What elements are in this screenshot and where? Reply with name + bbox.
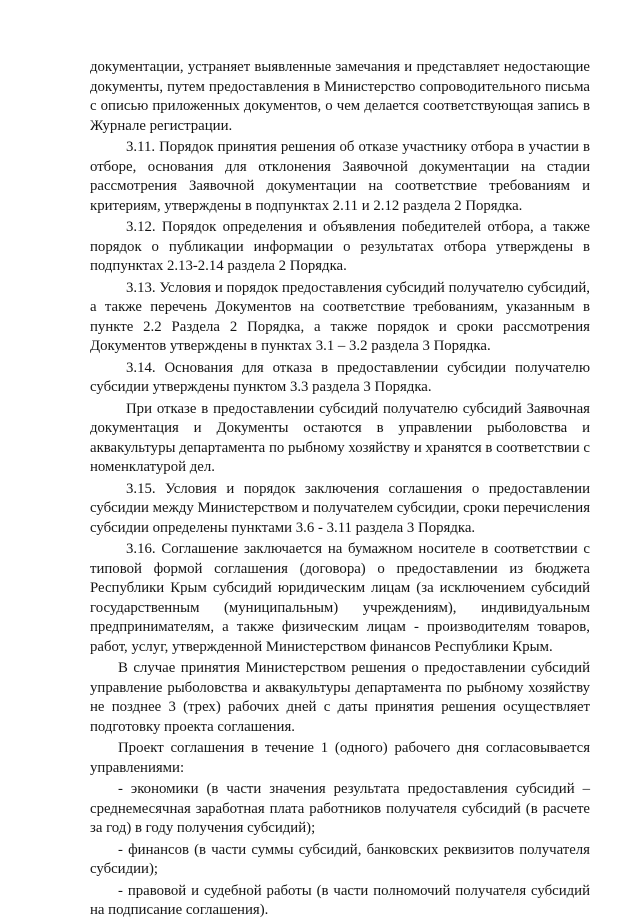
paragraph-3-12: 3.12. Порядок определения и объявления победителей отбора, а также порядок о публикации информации о результатах отбора утверждены в подпунктах 2.13-2.14 раздела 2 Порядка. [90,219,590,274]
paragraph-continuation: документации, устраняет выявленные замечания и представляет недостающие документы, путем предоставления в Министерство сопроводительного письма с описью приложенных документов, о чем делается соответствующая запись в Журнале регистрации. [90,59,590,134]
paragraph-3-13: 3.13. Условия и порядок предоставления субсидий получателю субсидий, а также перечень Документов на соответствие требованиям, указанным в пункте 2.2 Раздела 2 Порядка, а также порядок и сроки рассмотрения Документов утверждены в пунктах 3.1 – 3.2 раздела 3 Порядка. [90,279,590,354]
list-item-legal: - правовой и судебной работы (в части полномочий получателя субсидий на подписание соглашения). [90,882,590,918]
paragraph-decision: В случае принятия Министерством решения о предоставлении субсидий управление рыболовства и аквакультуры департамента по рыбному хозяйству не позднее 3 (трех) рабочих дней с даты принятия решения осуществляет подготовку проекта соглашения. [90,660,590,735]
paragraph-3-16: 3.16. Соглашение заключается на бумажном носителе в соответствии с типовой формой соглашения (договора) о предоставлении из бюджета Республики Крым субсидий юридическим лицам (за исключением субсидий государственным (муниципальным) учреждениям), индивидуальным предпринимателям, а также физическим лицам - производителям товаров, работ, услуг, утвержденной Министерством финансов Республики Крым. [90,541,590,655]
list-item-economics: - экономики (в части значения результата предоставления субсидий – среднемесячная заработная плата работников получателя субсидий (в расчете за год) в году получения субсидий); [90,781,590,836]
document-page [90,58,590,923]
paragraph-approval: Проект соглашения в течение 1 (одного) рабочего дня согласовывается управлениями: [90,740,590,776]
list-item-finance: - финансов (в части суммы субсидий, банковских реквизитов получателя субсидии); [90,841,590,877]
paragraph-3-15: 3.15. Условия и порядок заключения соглашения о предоставлении субсидии между Министерством и получателем субсидии, сроки перечисления субсидии определены пунктами 3.6 - 3.11 раздела 3 Порядка. [90,480,590,536]
paragraph-3-14: 3.14. Основания для отказа в предоставлении субсидии получателю субсидии утверждены пунктом 3.3 раздела 3 Порядка. [90,359,590,395]
paragraph-3-11: 3.11. Порядок принятия решения об отказе участнику отбора в участии в отборе, основания для отклонения Заявочной документации на стадии рассмотрения Заявочной документации на соответствие требованиям и критериям, утверждены в подпунктах 2.11 и 2.12 раздела 2 Порядка. [90,139,590,214]
paragraph-refusal: При отказе в предоставлении субсидий получателю субсидий Заявочная документация и Документы остаются в управлении рыболовства и аквакультуры департамента по рыбному хозяйству и хранятся в соответствии с номенклатурой дел. [90,400,590,475]
